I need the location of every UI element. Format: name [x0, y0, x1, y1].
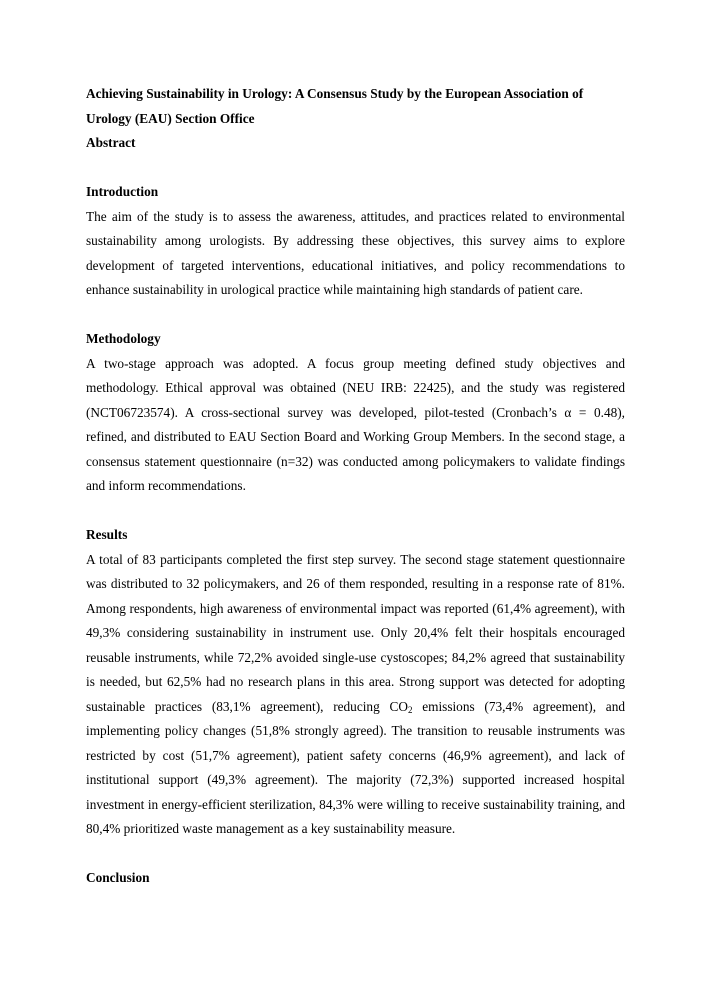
methodology-heading: Methodology	[86, 331, 161, 346]
methodology-text: A two-stage approach was adopted. A focus group meeting defined study objectives and methodology. Ethical approval was obtained (NEU IRB: 22425), and the study was registered (NCT06723574). A cross-sectional survey was developed, pilot-tested (Cronbach’s α = 0.48), refined, and distributed to EAU Section Board and Working Group Members. In the second stage, a consensus statement questionnaire (n=32) was conducted among policymakers to validate findings and inform recommendations.	[86, 355, 625, 493]
abstract-label: Abstract	[86, 135, 136, 150]
paper-title: Achieving Sustainability in Urology: A Consensus Study by the European Association of Urology (EAU) Section Office	[86, 86, 584, 126]
introduction-section	[86, 180, 625, 303]
introduction-heading: Introduction	[86, 184, 159, 199]
conclusion-heading: Conclusion	[86, 870, 150, 885]
introduction-text: The aim of the study is to assess the awareness, attitudes, and practices related to environmental sustainability among urologists. By addressing these objectives, this survey aims to explore development of targeted interventions, educational initiatives, and policy recommendations to enhance sustainability in urological practice while maintaining high standards of patient care.	[86, 208, 625, 297]
results-section	[86, 523, 625, 842]
document-page	[86, 82, 625, 891]
results-text	[86, 548, 625, 842]
methodology-section	[86, 327, 625, 499]
co2-subscript: 2	[407, 704, 413, 715]
results-text-part2: emissions (73,4% agreement), and implementing policy changes (51,8% strongly agreed). The transition to reusable instruments was restricted by cost (51,7% agreement), patient safety concerns (46,9% agreement), and lack of institutional support (49,3% agreement). The majority (72,3%) supported increased hospital investment in energy-efficient sterilization, 84,3% were willing to receive sustainability training, and 80,4% prioritized waste management as a key sustainability measure.	[86, 698, 625, 836]
results-heading: Results	[86, 527, 128, 542]
results-text-part1: A total of 83 participants completed the first step survey. The second stage statement questionnaire was distributed to 32 policymakers, and 26 of them responded, resulting in a response rate of 81%. Among respondents, high awareness of environmental impact was reported (61,4% agreement), with 49,3% considering sustainability in instrument use. Only 20,4% felt their hospitals encouraged reusable instruments, while 72,2% avoided single-use cystoscopes; 84,2% agreed that sustainability is needed, but 62,5% had no research plans in this area. Strong support was detected for adopting sustainable practices (83,1% agreement), reducing CO	[86, 551, 625, 714]
conclusion-section	[86, 866, 625, 891]
